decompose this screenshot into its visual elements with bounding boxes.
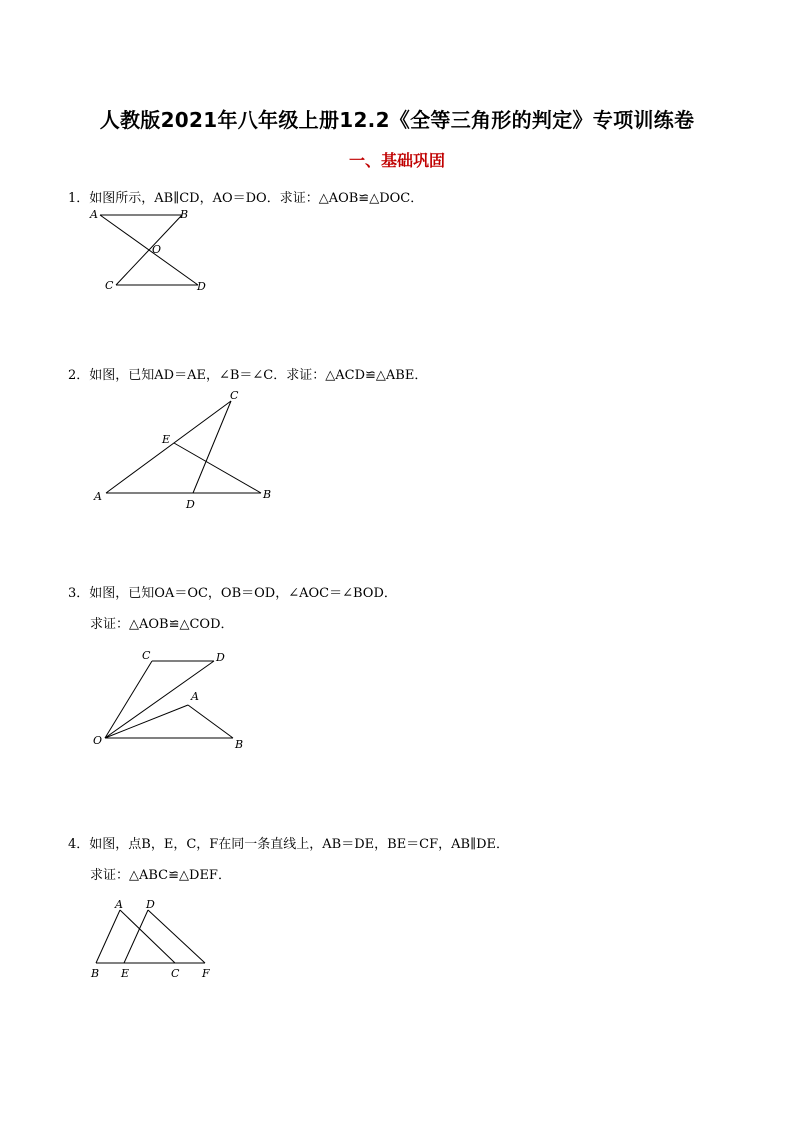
point-label-a: A xyxy=(115,898,123,911)
point-label-a: A xyxy=(191,690,199,703)
point-label-c: C xyxy=(105,279,114,292)
point-label-d: D xyxy=(146,898,155,911)
point-label-d: D xyxy=(186,498,195,511)
point-label-b: B xyxy=(235,738,244,751)
segment-ab xyxy=(188,705,233,738)
section-heading: 一、基础巩固 xyxy=(348,151,445,170)
segment-ab xyxy=(96,910,120,963)
point-label-e: E xyxy=(121,967,130,980)
question-2-stem: 2．如图，已知AD＝AE，∠B＝∠C．求证：△ACD≌△ABE． xyxy=(68,368,428,383)
point-label-o: O xyxy=(152,243,162,256)
point-label-b: B xyxy=(91,967,100,980)
segment-bc xyxy=(116,215,182,285)
question-3-figure xyxy=(86,645,256,755)
question-4-stem: 4．如图，点B，E，C，F在同一条直线上，AB＝DE，BE＝CF，AB∥DE． xyxy=(68,837,510,852)
point-label-a: A xyxy=(90,208,98,221)
point-label-c: C xyxy=(230,389,239,402)
point-label-e: E xyxy=(162,433,171,446)
segment-oa xyxy=(105,705,188,738)
segment-ac xyxy=(120,910,175,963)
question-4-proof: 求证：△ABC≌△DEF． xyxy=(90,868,231,883)
point-label-b: B xyxy=(263,488,272,501)
point-label-d: D xyxy=(216,651,225,664)
question-1-stem: 1．如图所示，AB∥CD，AO＝DO．求证：△AOB≌△DOC． xyxy=(68,191,424,206)
question-1-figure xyxy=(86,205,216,295)
segment-df xyxy=(148,910,205,963)
point-label-c: C xyxy=(142,649,151,662)
point-label-b: B xyxy=(180,208,189,221)
point-label-d: D xyxy=(197,280,206,293)
segment-eb xyxy=(174,443,261,493)
question-3-stem: 3．如图，已知OA＝OC，OB＝OD，∠AOC＝∠BOD． xyxy=(68,586,397,601)
question-3-proof: 求证：△AOB≌△COD． xyxy=(90,617,234,632)
point-label-c: C xyxy=(171,967,180,980)
question-4-figure xyxy=(86,895,226,987)
question-2-figure xyxy=(86,384,286,516)
page-title: 人教版2021年八年级上册12.2《全等三角形的判定》专项训练卷 xyxy=(99,108,695,132)
point-label-f: F xyxy=(202,967,210,980)
segment-oc xyxy=(105,661,152,738)
point-label-a: A xyxy=(94,490,102,503)
point-label-o: O xyxy=(93,734,103,747)
